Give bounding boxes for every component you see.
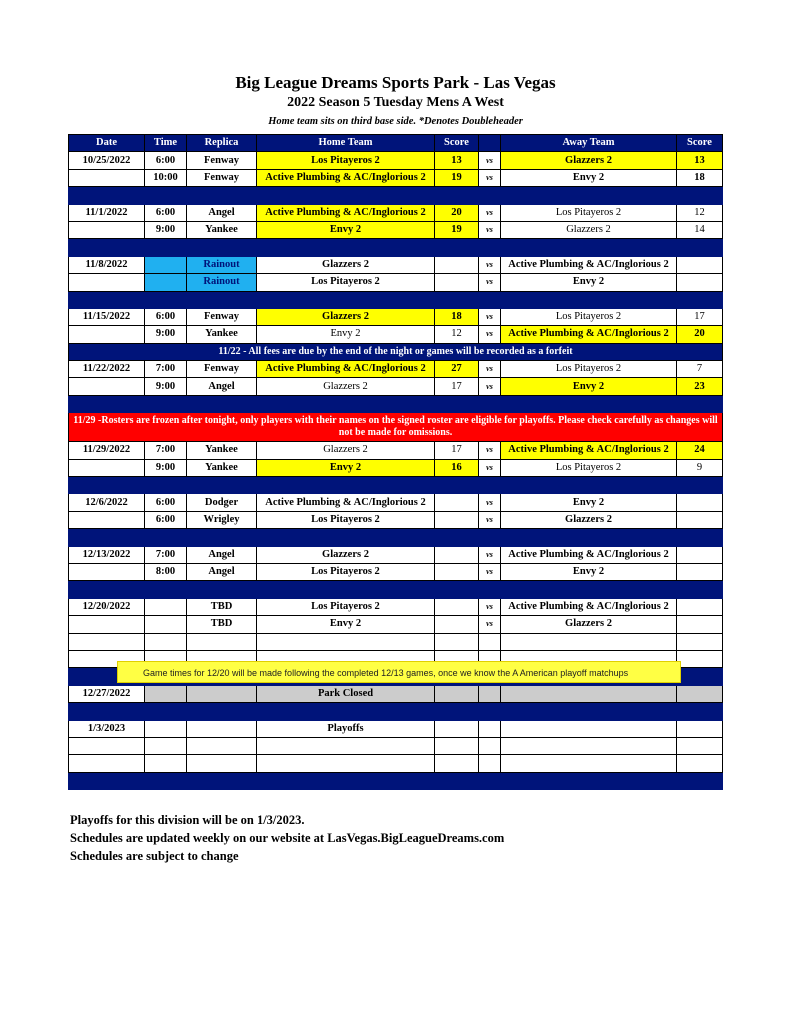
- time-cell: [145, 274, 187, 291]
- separator-row: [69, 703, 723, 720]
- playoffs-label: Playoffs: [257, 720, 435, 737]
- vs-cell: vs: [479, 361, 501, 378]
- home-team-cell: Los Pitayeros 2: [257, 511, 435, 528]
- home-score-cell: 19: [435, 221, 479, 238]
- vs-cell: vs: [479, 459, 501, 476]
- away-score-cell: [677, 274, 723, 291]
- separator-row: [69, 772, 723, 789]
- column-header: [479, 135, 501, 152]
- time-cell: 7:00: [145, 361, 187, 378]
- vs-cell: vs: [479, 511, 501, 528]
- home-team-cell: Glazzers 2: [257, 442, 435, 459]
- away-team-cell: Los Pitayeros 2: [501, 459, 677, 476]
- home-team-cell: Glazzers 2: [257, 378, 435, 395]
- replica-cell: Yankee: [187, 326, 257, 343]
- home-score-cell: [435, 598, 479, 615]
- empty-cell: [435, 633, 479, 650]
- roster-alert: 11/29 -Rosters are frozen after tonight, only players with their names on the signed roster are eligible for playoffs. Please check carefully as changes will not be made for omissions.: [69, 413, 723, 442]
- empty-cell: [677, 755, 723, 772]
- home-score-cell: 27: [435, 361, 479, 378]
- date-cell: 11/1/2022: [69, 204, 145, 221]
- date-cell: [69, 459, 145, 476]
- empty-cell: [677, 650, 723, 667]
- home-team-cell: Envy 2: [257, 326, 435, 343]
- footer-line: Schedules are subject to change: [70, 849, 239, 863]
- away-team-cell: Active Plumbing & AC/Inglorious 2: [501, 326, 677, 343]
- column-header: Home Team: [257, 135, 435, 152]
- vs-cell: vs: [479, 442, 501, 459]
- time-cell: [145, 616, 187, 633]
- away-score-cell: 9: [677, 459, 723, 476]
- score-cell: [677, 685, 723, 702]
- replica-cell: Fenway: [187, 361, 257, 378]
- header-row: [69, 135, 723, 152]
- home-score-cell: [435, 563, 479, 580]
- date-cell: 10/25/2022: [69, 152, 145, 169]
- away-team-cell: Active Plumbing & AC/Inglorious 2: [501, 598, 677, 615]
- away-score-cell: 20: [677, 326, 723, 343]
- time-cell: 10:00: [145, 169, 187, 186]
- away-team-cell: Los Pitayeros 2: [501, 204, 677, 221]
- vs-cell: vs: [479, 494, 501, 511]
- date-cell: [69, 221, 145, 238]
- home-team-cell: Los Pitayeros 2: [257, 598, 435, 615]
- home-team-cell: Los Pitayeros 2: [257, 152, 435, 169]
- empty-cell: [187, 633, 257, 650]
- replica-cell: Rainout: [187, 256, 257, 273]
- game-row: [69, 511, 723, 528]
- home-score-cell: 16: [435, 459, 479, 476]
- empty-cell: [435, 720, 479, 737]
- empty-cell: [501, 737, 677, 754]
- home-team-cell: Envy 2: [257, 459, 435, 476]
- game-row: [69, 546, 723, 563]
- park-closed-label: Park Closed: [257, 685, 435, 702]
- separator-cell: [69, 703, 723, 720]
- home-team-cell: Glazzers 2: [257, 308, 435, 325]
- time-cell: 9:00: [145, 378, 187, 395]
- time-cell: 9:00: [145, 326, 187, 343]
- game-row: [69, 616, 723, 633]
- vs-cell: vs: [479, 308, 501, 325]
- date-cell: 11/22/2022: [69, 361, 145, 378]
- home-team-cell: Glazzers 2: [257, 546, 435, 563]
- replica-cell: Yankee: [187, 221, 257, 238]
- replica-cell: Angel: [187, 546, 257, 563]
- separator-row: [69, 581, 723, 598]
- replica-cell: Dodger: [187, 494, 257, 511]
- separator-cell: [69, 291, 723, 308]
- empty-cell: [435, 737, 479, 754]
- home-team-cell: Active Plumbing & AC/Inglorious 2: [257, 361, 435, 378]
- vs-cell: vs: [479, 378, 501, 395]
- time-cell: [145, 256, 187, 273]
- separator-cell: [69, 395, 723, 412]
- empty-cell: [187, 737, 257, 754]
- away-score-cell: 18: [677, 169, 723, 186]
- home-score-cell: [435, 616, 479, 633]
- date-cell: 11/15/2022: [69, 308, 145, 325]
- home-team-cell: Active Plumbing & AC/Inglorious 2: [257, 204, 435, 221]
- date-cell: [69, 274, 145, 291]
- away-team-cell: Envy 2: [501, 563, 677, 580]
- date-cell: 12/20/2022: [69, 598, 145, 615]
- replica-cell: Angel: [187, 204, 257, 221]
- vs-cell: vs: [479, 326, 501, 343]
- vs-cell: vs: [479, 256, 501, 273]
- home-team-cell: Active Plumbing & AC/Inglorious 2: [257, 494, 435, 511]
- game-row: [69, 256, 723, 273]
- replica-cell: Fenway: [187, 169, 257, 186]
- away-score-cell: [677, 256, 723, 273]
- time-cell: 9:00: [145, 459, 187, 476]
- home-team-cell: Envy 2: [257, 221, 435, 238]
- empty-cell: [145, 755, 187, 772]
- away-team-cell: Glazzers 2: [501, 152, 677, 169]
- vs-cell: vs: [479, 616, 501, 633]
- empty-cell: [145, 737, 187, 754]
- vs-cell: vs: [479, 221, 501, 238]
- fee-notice-row: [69, 343, 723, 360]
- empty-cell: [257, 737, 435, 754]
- date-cell: 1/3/2023: [69, 720, 145, 737]
- time-cell: [145, 720, 187, 737]
- vs-cell: vs: [479, 274, 501, 291]
- date-cell: [69, 511, 145, 528]
- away-team-cell: Active Plumbing & AC/Inglorious 2: [501, 256, 677, 273]
- replica-cell: Yankee: [187, 442, 257, 459]
- home-score-cell: [435, 511, 479, 528]
- footer-line: Schedules are updated weekly on our website at LasVegas.BigLeagueDreams.com: [70, 831, 505, 845]
- date-cell: 11/8/2022: [69, 256, 145, 273]
- game-row: [69, 442, 723, 459]
- empty-cell: [501, 633, 677, 650]
- home-score-cell: [435, 494, 479, 511]
- away-team-cell: Envy 2: [501, 169, 677, 186]
- away-score-cell: [677, 616, 723, 633]
- home-score-cell: 17: [435, 442, 479, 459]
- separator-cell: [69, 239, 723, 256]
- park-closed-row: [69, 685, 723, 702]
- separator-row: [69, 239, 723, 256]
- time-cell: 6:00: [145, 308, 187, 325]
- roster-alert-row: [69, 413, 723, 442]
- empty-row: [69, 737, 723, 754]
- away-team-cell: [501, 685, 677, 702]
- time-cell: [145, 685, 187, 702]
- schedule-popup-note: Game times for 12/20 will be made following the completed 12/13 games, once we know the A American playoff matchups: [117, 661, 681, 683]
- away-team-cell: Envy 2: [501, 378, 677, 395]
- away-team-cell: Envy 2: [501, 494, 677, 511]
- empty-cell: [435, 755, 479, 772]
- away-score-cell: 13: [677, 152, 723, 169]
- home-team-cell: Glazzers 2: [257, 256, 435, 273]
- replica-cell: [187, 720, 257, 737]
- empty-cell: [69, 737, 145, 754]
- time-cell: 8:00: [145, 563, 187, 580]
- empty-cell: [479, 737, 501, 754]
- column-header: Score: [677, 135, 723, 152]
- empty-cell: [69, 755, 145, 772]
- away-team-cell: Glazzers 2: [501, 616, 677, 633]
- footer-line: Playoffs for this division will be on 1/3/2023.: [70, 813, 305, 827]
- date-cell: [69, 378, 145, 395]
- date-cell: 12/13/2022: [69, 546, 145, 563]
- separator-row: [69, 187, 723, 204]
- separator-row: [69, 395, 723, 412]
- away-score-cell: [677, 511, 723, 528]
- vs-cell: [479, 685, 501, 702]
- empty-cell: [479, 720, 501, 737]
- home-score-cell: [435, 256, 479, 273]
- replica-cell: TBD: [187, 616, 257, 633]
- time-cell: 6:00: [145, 494, 187, 511]
- replica-cell: Fenway: [187, 308, 257, 325]
- empty-row: [69, 755, 723, 772]
- empty-cell: [501, 720, 677, 737]
- date-cell: [69, 326, 145, 343]
- time-cell: [145, 598, 187, 615]
- column-header: Time: [145, 135, 187, 152]
- game-row: [69, 361, 723, 378]
- separator-cell: [69, 772, 723, 789]
- away-score-cell: 24: [677, 442, 723, 459]
- separator-cell: [69, 187, 723, 204]
- away-team-cell: Los Pitayeros 2: [501, 308, 677, 325]
- separator-cell: [69, 581, 723, 598]
- replica-cell: Angel: [187, 378, 257, 395]
- home-team-cell: Los Pitayeros 2: [257, 274, 435, 291]
- fee-notice: 11/22 - All fees are due by the end of the night or games will be recorded as a forfeit: [69, 343, 723, 360]
- empty-cell: [479, 755, 501, 772]
- separator-cell: [69, 529, 723, 546]
- replica-cell: Yankee: [187, 459, 257, 476]
- game-row: [69, 459, 723, 476]
- empty-cell: [479, 633, 501, 650]
- away-team-cell: Glazzers 2: [501, 221, 677, 238]
- game-row: [69, 221, 723, 238]
- date-cell: [69, 563, 145, 580]
- empty-cell: [257, 755, 435, 772]
- replica-cell: [187, 685, 257, 702]
- away-score-cell: [677, 494, 723, 511]
- separator-row: [69, 529, 723, 546]
- page-title: Big League Dreams Sports Park - Las Vegas: [235, 73, 556, 92]
- home-team-cell: Active Plumbing & AC/Inglorious 2: [257, 169, 435, 186]
- away-team-cell: Active Plumbing & AC/Inglorious 2: [501, 546, 677, 563]
- playoffs-row: [69, 720, 723, 737]
- vs-cell: vs: [479, 598, 501, 615]
- separator-row: [69, 291, 723, 308]
- empty-cell: [187, 755, 257, 772]
- game-row: [69, 563, 723, 580]
- empty-cell: [677, 633, 723, 650]
- away-score-cell: [677, 563, 723, 580]
- game-row: [69, 152, 723, 169]
- time-cell: 6:00: [145, 511, 187, 528]
- empty-cell: [145, 633, 187, 650]
- game-row: [69, 378, 723, 395]
- date-cell: 12/27/2022: [69, 685, 145, 702]
- game-row: [69, 169, 723, 186]
- vs-cell: vs: [479, 204, 501, 221]
- replica-cell: Rainout: [187, 274, 257, 291]
- game-row: [69, 308, 723, 325]
- game-row: [69, 274, 723, 291]
- home-score-cell: 20: [435, 204, 479, 221]
- empty-cell: [501, 755, 677, 772]
- column-header: Date: [69, 135, 145, 152]
- replica-cell: TBD: [187, 598, 257, 615]
- home-score-cell: [435, 274, 479, 291]
- column-header: Replica: [187, 135, 257, 152]
- game-row: [69, 204, 723, 221]
- game-row: [69, 326, 723, 343]
- time-cell: 6:00: [145, 204, 187, 221]
- away-score-cell: 14: [677, 221, 723, 238]
- home-score-cell: 18: [435, 308, 479, 325]
- empty-row: [69, 633, 723, 650]
- schedule-table: [68, 134, 723, 790]
- away-team-cell: Active Plumbing & AC/Inglorious 2: [501, 442, 677, 459]
- date-cell: [69, 616, 145, 633]
- time-cell: 9:00: [145, 221, 187, 238]
- empty-cell: [677, 720, 723, 737]
- page-subtitle: 2022 Season 5 Tuesday Mens A West: [287, 95, 504, 110]
- away-team-cell: Los Pitayeros 2: [501, 361, 677, 378]
- game-row: [69, 598, 723, 615]
- home-score-cell: 17: [435, 378, 479, 395]
- empty-cell: [257, 633, 435, 650]
- away-score-cell: [677, 598, 723, 615]
- home-score-cell: 12: [435, 326, 479, 343]
- schedule-note: Home team sits on third base side. *Denotes Doubleheader: [268, 116, 523, 127]
- away-score-cell: [677, 546, 723, 563]
- away-team-cell: Glazzers 2: [501, 511, 677, 528]
- time-cell: 6:00: [145, 152, 187, 169]
- away-score-cell: 23: [677, 378, 723, 395]
- time-cell: 7:00: [145, 442, 187, 459]
- vs-cell: vs: [479, 152, 501, 169]
- vs-cell: vs: [479, 169, 501, 186]
- replica-cell: Wrigley: [187, 511, 257, 528]
- date-cell: [69, 169, 145, 186]
- replica-cell: Angel: [187, 563, 257, 580]
- column-header: Score: [435, 135, 479, 152]
- replica-cell: Fenway: [187, 152, 257, 169]
- away-score-cell: 17: [677, 308, 723, 325]
- separator-row: [69, 477, 723, 494]
- separator-cell: [69, 477, 723, 494]
- away-score-cell: 12: [677, 204, 723, 221]
- score-cell: [435, 685, 479, 702]
- empty-cell: [677, 737, 723, 754]
- empty-cell: [69, 633, 145, 650]
- away-score-cell: 7: [677, 361, 723, 378]
- vs-cell: vs: [479, 546, 501, 563]
- date-cell: 12/6/2022: [69, 494, 145, 511]
- game-row: [69, 494, 723, 511]
- home-score-cell: [435, 546, 479, 563]
- home-score-cell: 19: [435, 169, 479, 186]
- away-team-cell: Envy 2: [501, 274, 677, 291]
- home-score-cell: 13: [435, 152, 479, 169]
- schedule-body: [69, 135, 723, 790]
- home-team-cell: Los Pitayeros 2: [257, 563, 435, 580]
- column-header: Away Team: [501, 135, 677, 152]
- date-cell: 11/29/2022: [69, 442, 145, 459]
- vs-cell: vs: [479, 563, 501, 580]
- home-team-cell: Envy 2: [257, 616, 435, 633]
- time-cell: 7:00: [145, 546, 187, 563]
